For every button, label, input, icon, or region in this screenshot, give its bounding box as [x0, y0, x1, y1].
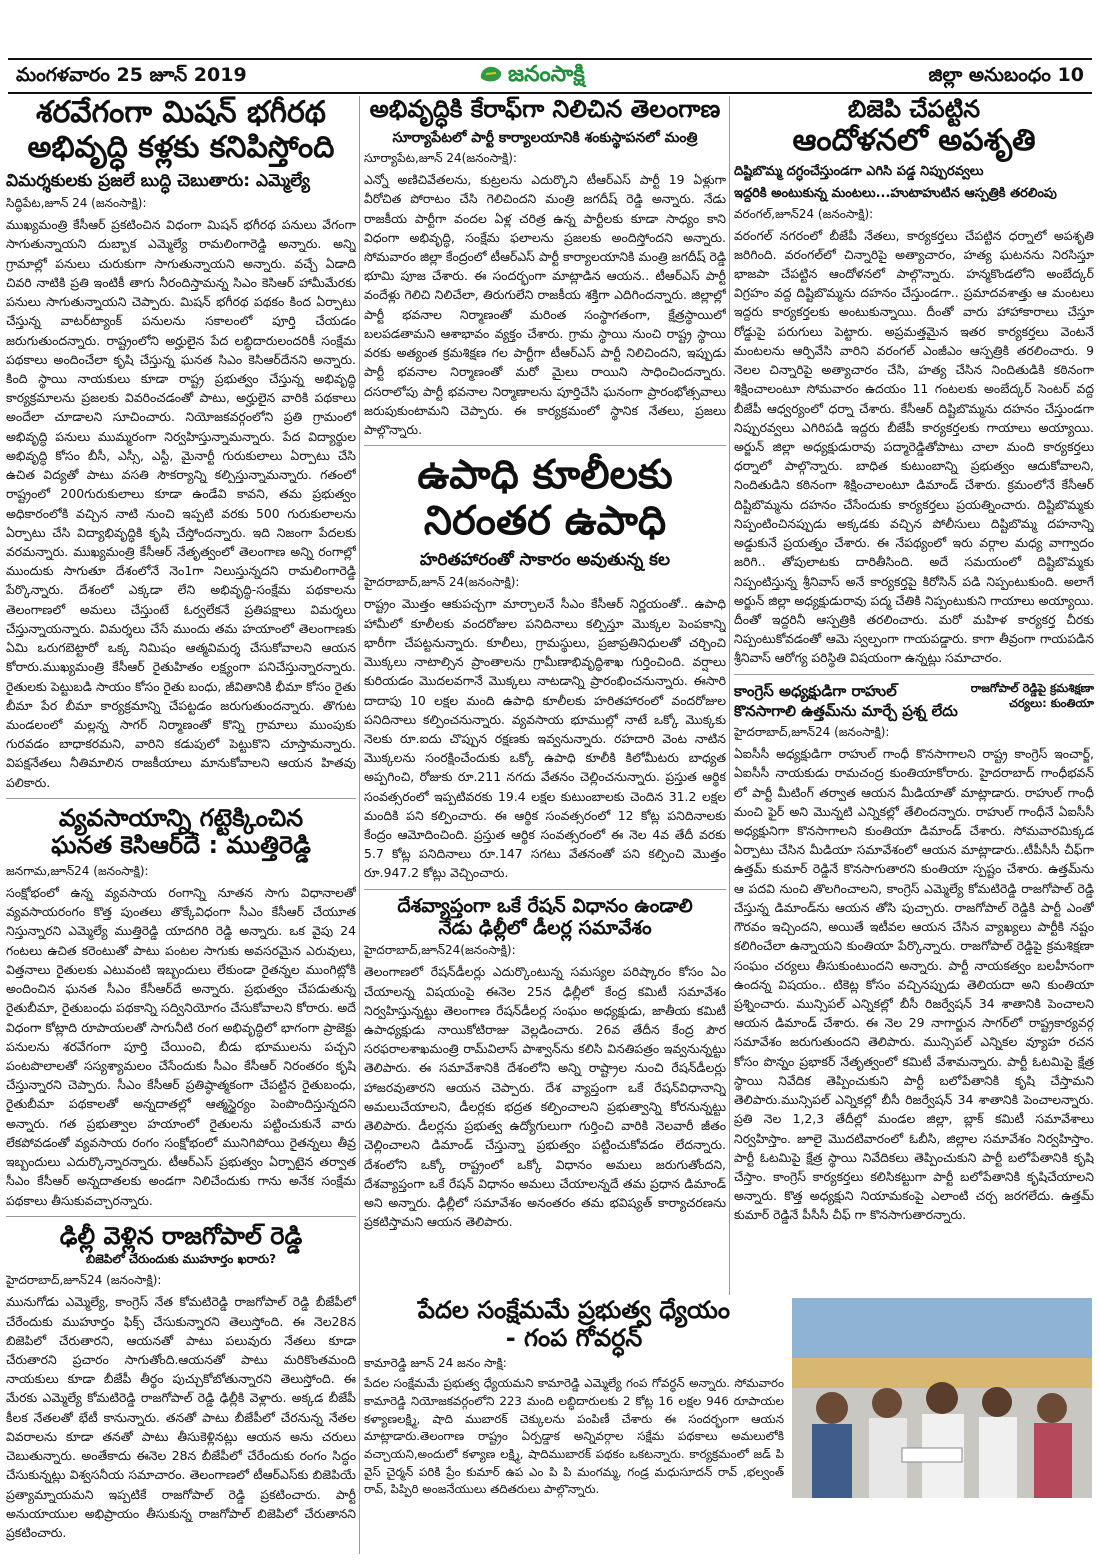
subheadline: దిష్టిబొమ్మ దగ్ధంచేస్తుండగా ఎగిసి పడ్డ నిప్పురవ్వలు: [734, 164, 984, 180]
dateline: సిద్ధిపేట,జూన్ 24 (జనంసాక్షి):: [6, 196, 147, 211]
issue-date: మంగళవారం 25 జూన్ 2019: [16, 64, 247, 86]
subheadline: హరితహారంతో సాకారం అవుతున్న కల: [419, 550, 671, 571]
subheadline: బిజెపిలో చేరుందుకు ముహూర్తం ఖరారు?: [85, 1252, 277, 1267]
headline: వ్యవసాయాన్ని గట్టెక్కించిన: [58, 803, 304, 832]
headline: అభివృద్ధికి కేరాఫ్‌గా నిలిచిన తెలంగాణ: [369, 96, 721, 123]
headline: బిజెపి చేపట్టిన: [847, 96, 981, 123]
article-body: వరంగల్ నగరంలో బీజేపీ నేతలు, కార్యకర్తలు చేపట్టిన ధర్నాలో అపశృతి జరిగింది. వరంగల్‌లో చిన్నారిపై అత్యాచారం, హత్య ఘటనను నిరసిస్తూ భాజపా చేపట్టిన ఆందోళనలో పాల్గొన్నారు. హన్మకొండలోని అంబేద్కర్ విగ్రహం వద్ద దిష్టిబొమ్మను దహనం చేస్తుండగా.. ప్రమాదవశాత్తు ఆ మంటలు ఇద్దరు కార్యకర్తలకు అంటుకున్నాయి. దీంతో వారు హాహాకారాలు చేస్తూ రోడ్డుపై పరుగులు పెట్టారు. అప్రమత్తమైన ఇతర కార్యకర్తలు వెంటనే మంటలను ఆర్పివేసి వారిని వరంగల్ ఎంజీఎం ఆస్పత్రికి తరలించారు. 9 నెలల చిన్నారిపై అత్యాచారం చేసి, హత్య చేసిన నిందితుడికి కఠినంగా శిక్షించాలంటూ సోమవారం ఉదయం 11 గంటలకు అంబేద్కర్ సెంటర్ వద్ద బీజేపీ ఆధ్వర్యంలో ధర్నా చేశారు. కేసీఆర్ దిష్టిబొమ్మను దహనం చేస్తుండగా నిప్పురవ్వలు ఎగిరిపడి ఇద్దరు బీజేపీ కార్యకర్తలకు గాయాలు అయ్యాయి. అర్జున్ జిల్లా అధ్యక్షుడురావు పద్మారెడ్డితోపాటు చాలా మంది కార్యకర్తలు ధర్నాలో పాల్గొన్నారు. బాధిత కుటుంబాన్ని ప్రభుత్వం ఆదుకోవాలని, నిందితుడిని కఠినంగా శిక్షించాలంటూ డిమాండ్ చేశారు. క్రమంలోనే కేసీఆర్ దిష్టిబొమ్మను దహనం చేసేందుకు కార్యకర్తలు ప్రయత్నించారు. దిష్టిబొమ్మకు నిప్పంటించినప్పుడు అక్కడకు వచ్చిన పోలీసులు దిష్టిబొమ్మ దహనాన్ని అడ్డుకునే ప్రయత్నం చేశారు. ఈ నేపథ్యంలో ఇరు వర్గాల మధ్య వాగ్వాదం జరిగి.. తోపులాటకు దారితీసింది. అదే సమయంలో దిష్టిబొమ్మకు నిప్పంటిస్తున్న శ్రీనివాస్ అనే కార్యకర్తపై కిరోసిన్ పడి నిప్పంటుకుంది. అలాగే అర్జున్ జిల్లా అధ్యక్షుడురావు పద్మ చేతికి నిప్పంటుకుని గాయాలు అయ్యాయి. దీంతో ఇద్దరినీ ఆస్పత్రికి తరలించారు. మరో మహిళ కార్యకర్త చీరకు నిప్పంటుకోవడంతో ఆమె స్వల్పంగా గాయపడ్డారు. కాగా తీవ్రంగా గాయపడిన శ్రీనివాస్ ఆరోగ్య పరిస్థితి విషయంగా ఉన్నట్లు సమాచారం.: [734, 227, 1094, 666]
dateline: హైదరాబాద్,జూన్24 (జనంసాక్షి):: [6, 1273, 162, 1288]
dateline: కామారెడ్డి జూన్ 24 జనం సాక్షి:: [364, 1356, 507, 1371]
headline: ఉపాధి కూలీలకు: [417, 452, 673, 499]
divider: [6, 798, 356, 799]
article-body: ముఖ్యమంత్రి కేసీఆర్ ప్రకటించిన విధంగా మిషన్ భగీరథ పనులు వేగంగా సాగుతున్నాయని దుబ్బాక ఎమ్మెల్యే రామలింగారెడ్డి అన్నారు. అన్ని గ్రామాల్లో పనులు చురుకుగా సాగుతున్నాయని అన్నారు. వచ్చే ఏడాది చివరి నాటికి ప్రతి ఇంటికీ తాగు నీరందిస్తామన్న సిఎం కెసిఆర్ హామీమేరకు పనులు సాగుతున్నాయని చెప్పారు. మిషన్ భగీరథ పథకం కింద ఏర్పాటు చేస్తున్న వాటర్‌ట్యాంక్ పనులను సకాలంలో పూర్తి చేయడం జరుగుతుందన్నారు. రాష్ట్రంలోని అర్హులైన పేద లబ్ధిదారులందరికీ సంక్షేమ పథకాలు అందించేలా కృషి చేస్తున్న ఘనత సిఎం కెసిఆర్‌దేనని అన్నారు. కింది స్థాయి నాయకులు కూడా రాష్ట్ర ప్రభుత్వం చేస్తున్న అభివృద్ధి కార్యక్రమాలను ప్రజలకు వివరించడంతో పాటు, అర్హులైన వారికి పథకాలు అందేలా చూడాలని సూచించారు. నియోజకవర్గంలోని ప్రతి గ్రామంలో అభివృద్ధి పనులు ముమ్మరంగా నిర్వహిస్తున్నామన్నారు. పేద విద్యార్థుల అభివృద్ధి కోసం బీసీ, ఎస్సీ, ఎస్టీ, మైనార్టీ గురుకులాలు ఏర్పాటు చేసి ఉచిత విద్యతో పాటు వసతి సౌకర్యాన్ని కల్పిస్తున్నామన్నారు. గతంలో రాష్ట్రంలో 200గురుకులాలు కూడా ఉండేవి కావని, తమ ప్రభుత్వం అధికారంలోకి వచ్చిన నాటి నుంచి ఇప్పటి వరకు 500 గురుకులాలను ఏర్పాటు చేసి విద్యాభివృద్ధికి కృషి చేస్తోందన్నారు. ఇది నిజంగా పేదలకు వరమన్నారు. ముఖ్యమంత్రి కేసీఆర్ నేతృత్వంలో తెలంగాణ అన్ని రంగాల్లో ముందుకు సాగుతూ దేశంలోనే నెం1గా నిలుస్తున్నదని రామలింగారెడ్డి పేర్కొన్నారు. దేశంలో ఎక్కడా లేని అభివృద్ధి-సంక్షేమ పథకాలను తెలంగాణలో అమలు చేస్తుంటే ఓర్వలేకనే ప్రతిపక్షాలు విమర్శలు చేస్తున్నాయన్నారు. విమర్శలు చేసే ముందు తమ హయాంలో తెలంగాణకు ఏమి ఒరుగబెట్టారో ఒక్క నిమిషం ఆత్మవిమర్శ చేసుకోవాలని ఆయన కోరారు.ముఖ్యమంత్రి కేసీఆర్ రైతుహితం లక్ష్యంగా పనిచేస్తున్నారన్నారు. రైతులకు పెట్టుబడి సాయం కోసం రైతు బంధు, జీవితానికి భీమా కోసం రైతు బీమా పేర బీమా కార్యక్రమాన్ని చేపట్టడం జరుగుతుందన్నారు. తొగుట మండలంలో మల్లన్న సాగర్ నిర్మాణంతో కొన్ని గ్రామాలు ముంపుకు గురవడం బాధాకరమని, వారిని కడుపులో పెట్టుకొని చూస్తామన్నారు. విపక్షనేతలు నీతిమాలిన రాజకీయాలు మానుకోవాలని ఆయన హితవు పలికారు.: [6, 217, 356, 790]
article-body: ఎన్నో అణిచివేతలను, కుట్రలను ఎదుర్కొని టీఆర్ఎస్ పార్టీ 19 ఏళ్లుగా వీరోచిత పోరాటం చేసి గెలిచిందని మంత్రి జగదీష్ రెడ్డి అన్నారు. నేడు రాజకీయ పార్టీగా వందల ఏళ్ల చరిత్ర ఉన్న పార్టీలకు కూడా సాధ్యం కాని విధంగా అభివృద్ధి, సంక్షేమ ఫలాలను ప్రజలకు అందిస్తోందని అన్నారు. సోమవారం జిల్లా కేంద్రంలో టీఆర్ఎస్ పార్టీ కార్యాలయానికి మంత్రి జగదీష్ రెడ్డి భూమి పూజ చేశారు. ఈ సందర్భంగా మాట్లాడిన ఆయన.. టీఆర్ఎస్ పార్టీ వందేళ్లు గెలిచి నిలిచేలా, తిరుగులేని రాజకీయ శక్తిగా ఎదిగిందన్నారు. జిల్లాల్లో పార్టీ భవనాల నిర్మాణంతో మరింత సంస్థాగతంగా, క్షేత్రస్థాయిలో బలపడతామని ఆశాభావం వ్యక్తం చేశారు. గ్రామ స్థాయి నుంచి రాష్ట్ర స్థాయి వరకు అత్యంత క్రమశిక్షణ గల పార్టీగా టీఆర్ఎస్ పార్టీ నిలిచిందని, ఇప్పుడు పార్టీ భవనాల నిర్మాణంతో మరో మైలు రాయిని సాధించిందన్నారు. దసరాలోపు పార్టీ భవనాల నిర్మాణాలను పూర్తిచేసి ఘనంగా ప్రారంభోత్సవాలు జరుపుకుంటామని చెప్పారు. ఈ కార్యక్రమంలో స్థానిక నేతలు, ప్రజలు పాల్గొన్నారు.: [364, 172, 726, 437]
newspaper-logo-text: జనంసాక్షి: [508, 62, 585, 87]
article-body: సంక్షోభంలో ఉన్న వ్యవసాయ రంగాన్ని నూతన సాగు విధానాలతో వ్యవసాయరంగం కొత్త పుంతలు తొక్కేవిధంగా సీఎం కేసీఆర్ చేయూత నిస్తున్నారని ఎమ్మెల్యే ముత్తిరెడ్డి యాదగిరి రెడ్డి అన్నారు. ఒక వైపు 24 గంటలు ఉచిత కరెంటుతో పాటు పంటల సాగుకు అవసరమైన ఎరువులు, విత్తనాలు రైతులకు ఎటువంటి ఇబ్బందులు లేకుండా రైతన్నల ముంగిట్లోకి అందించిన ఘనత సీఎం కేసీఆర్‌దే అన్నారు. ప్రభుత్వం చేపడుతున్న రైతుబీమా, రైతుబంధు పథకాన్ని సద్వినియోగం చేసుకోవాలని కోరారు. అదే విధంగా కోట్లాది రూపాయలతో సాగునీటి రంగ అభివృద్ధిలో భాగంగా ప్రాజెక్టు పనులను శరవేగంగా పూర్తి చేయించి, బీడు భూములను పచ్చని పంటపొలాలతో సస్యశ్యామలం చేసేందుకు సీఎం కేసీఆర్ నిరంతరం కృషి చేస్తున్నారని చెప్పారు. సీఎం కేసీఆర్ ప్రతిష్ఠాత్మకంగా చేపట్టిన రైతుబంధు, రైతుబీమా పథకాలతో అన్నదాతల్లో ఆత్మస్థైర్యం పెంపొందిస్తున్నదని అన్నారు. గత ప్రభుత్వాల హయాంలో రైతులను పట్టించుకునే వారు లేకపోవడంతో వ్యవసాయ రంగం సంక్షోభంలో మునిగిపోయి రైతన్నలు తీవ్ర ఇబ్బందులు ఎదుర్కొన్నారన్నారు. టీఆర్ఎస్ ప్రభుత్వం ఏర్పాటైన తర్వాత సీఎం కేసీఆర్ అన్నదాతలకు అండగా నిలిచేందుకు గాను అనేక సంక్షేమ పథకాలు తీసుకువచ్చారన్నారు.: [6, 885, 356, 1208]
headline: నేడు ఢిల్లీలో డీలర్ల సమావేశం: [438, 916, 652, 939]
headline: అభివృద్ధి కళ్లకు కనిపిస్తోంది: [27, 129, 335, 165]
headline: ఢిల్లీ వెళ్లిన రాజగోపాల్ రెడ్డి: [59, 1221, 303, 1250]
article-body: పేదల సంక్షేమమే ప్రభుత్వ ధ్యేయమని కామారెడ్డి ఎమ్మెల్యే గంప గోవర్ధన్ అన్నారు. సోమవారం కామారెడ్డి నియోజకవర్గంలోని 223 మంది లబ్ధిదారులకు 2 కోట్ల 16 లక్షల 946 రూపాయల కళ్యాణలక్ష్మి, షాది ముబారక్ చెక్కులను పంపిణీ చేశారు ఈ సందర్భంగా ఆయన మాట్లాడారు.తెలంగాణ రాష్ట్రం ఏర్పడ్డాక అన్నివర్గాల సక్షేమ పథకాలు అమలులోకి వచ్చాయని,అందులో కళ్యాణ లక్ష్మి, షాదిముబారక్ పథకం ఒకటన్నారు. కార్యక్రమంలో జడ్ పి వైస్ చైర్మన్ పరికి ప్రేం కుమార్ ఉప ఎం పి పి మంగమ్మ, గండ్ర మధుసూదన్ రావ్ ,భల్వంత్ రావ్, పిప్పిరి అంజనేయులు తదితరులు పాల్గొన్నారు.: [364, 1376, 784, 1497]
column-left: [6, 96, 356, 1554]
news-photo: [792, 1298, 1092, 1498]
subheadline: సూర్యాపేటలో పార్టీ కార్యాలయానికి శంకుస్థాపనలో మంత్రి: [392, 129, 698, 146]
subheadline-row: [734, 681, 1094, 722]
divider: [6, 1216, 356, 1217]
divider: [364, 889, 726, 890]
article-mission-bhagiratha: [6, 96, 356, 792]
article-bjp-protest: [734, 96, 1094, 668]
article-ration-dealers: [364, 896, 726, 1232]
headline: ఆందోళనలో అపశృతి: [792, 122, 1036, 158]
divider: [734, 674, 1094, 675]
article-muthireddy: [6, 805, 356, 1210]
photo-cheque-distribution-icon: [792, 1298, 1092, 1498]
telangana-map-icon: [478, 64, 504, 84]
headline: - గంప గోవర్ధన్: [505, 1323, 643, 1352]
divider: [364, 445, 726, 446]
headline: నిరంతర ఉపాధి: [423, 498, 667, 545]
dateline: వరంగల్,జూన్24 (జనంసాక్షి):: [734, 206, 874, 221]
article-body: ఏఐసీసీ అధ్యక్షుడిగా రాహుల్ గాంధీ కొనసాగాలని రాష్ట్ర కాంగ్రెస్ ఇంచార్జ్, ఏఐసీసీ నాయకుడు రామచంద్ర కుంతియాకోరారు. హైదరాబాద్ గాంధీభవన్ లో పార్టీ మీటింగ్ తర్వాత ఆయన మీడియాతో మాట్లాడారు. రాహుల్ గాంధీ మంచి ఫైర్ అని మొన్నటి ఎన్నికల్లో తేలిందన్నారు. రాహుల్ గాంధీనే ఏఐసీసీ అధ్యక్షునిగా కొనసాగాలని కుంతియా డిమాండ్ చేశారు. సోమవారమిక్కడ ఏర్పాటు చేసిన మీడియా సమావేశంలో ఆయన మాట్లాడారు..టీపీసీసీ చీఫ్‌గా ఉత్తమ్ కుమార్ రెడ్డినే కొనసాగుతారని కుంతియా స్పష్టం చేశారు. ఉత్తమ్‌ను ఆ పదవి నుంచి తొలగించాలని, కాంగ్రెస్ ఎమ్మెల్యే కోమటిరెడ్డి రాజగోపాల్ రెడ్డి చేస్తున్న డిమాండ్‌ను ఆయన తోసి పుచ్చారు. రాజగోపాల్ రెడ్డికి పార్టీ ఎంతో గౌరవం ఇచ్చిందని, అయితే ఇటీవల ఆయన చేసిన వ్యాఖ్యలు పార్టీకి నష్టం కలిగించేలా ఉన్నాయని కుంతియా పేర్కొన్నారు. రాజగోపాల్ రెడ్డిపై క్రమశిక్షణా సంఘం చర్యలు తీసుకుంటుందని అన్నారు. పార్టీ నాయకత్వం బలహీనంగా ఉందన్న విషయం.. టికెట్ల కోసం వచ్చినప్పుడు తెలియదా అని కుంతియా ప్రశ్నించారు. మున్సిపల్ ఎన్నికల్లో బీసీ రిజర్వేషన్ 34 శాతానికి పెంచాలని ఆయన డిమాండ్ చేశారు. ఈ నెల 29 నాగార్జున సాగర్‌లో రాష్ట్రకార్యవర్గ సమావేశం జరుగుతుందని తెలిపారు. మున్సిపల్ ఎన్నికల వ్యూహ రచన కోసం పొన్నం ప్రభాకర్ నేతృత్వంలో కమిటీ వేశామన్నారు. పార్టీ ఓటమిపై క్షేత్ర స్థాయి నివేదిక తెప్పించుకుని పార్టీ బలోపేతానికి కృషి చేస్తామని తెలిపారు.మున్సిపల్ ఎన్నికల్లో బీసీ రిజర్వేషన్ 34 శాతానికి పెంచాలన్నారు. ప్రతి నెల 1,2,3 తేదీల్లో మండల జిల్లా, బ్లాక్ కమిటీ సమావేశాలు నిర్వహిస్తాం. జూలై మొదటివారంలో ఓబీసి, జిల్లాల సమావేశం నిర్వహిస్తాం. పార్టీ ఓటమిపై క్షేత్ర స్థాయి నివేదికలు తెప్పించుకుని పార్టీ బలోపేతానికి కృషి చేస్తాం. కాంగ్రెస్ కార్యకర్తలు కలిసికట్టుగా పార్టీ బలోపేతానికి కృషిచేయాలని అన్నారు. కొత్త అధ్యక్షుని నియామకంపై ఎలాంటి చర్చ జరగలేదు. ఉత్తమ్ కుమార్ రెడ్డినే పీసీసీ చీఫ్ గా కొనసాగుతారన్నారు.: [734, 746, 1094, 1223]
article-rajagopal-delhi: [6, 1223, 356, 1542]
column-divider: [359, 96, 360, 1554]
dateline: హైదరాబాద్,జూన్ 24(జనంసాక్షి):: [364, 575, 520, 590]
section-page-label: జిల్లా అనుబంధం 10: [928, 64, 1084, 86]
dateline: జనగామ,జూన్24 (జనంసాక్షి):: [6, 864, 149, 878]
newspaper-logo: [478, 62, 585, 92]
headline: ఘనత కెసిఆర్‌దే : ముత్తిరెడ్డి: [51, 831, 311, 860]
article-gampa-govardhan: [364, 1295, 784, 1555]
masthead: [8, 58, 1092, 94]
subheadline: ఇద్దరికి అంటుకున్న మంటలు...హుటాహుటిన ఆస్పత్రికి తరలింపు: [734, 186, 1057, 202]
dateline: సూర్యాపేట,జూన్ 24(జనంసాక్షి):: [364, 151, 517, 166]
article-congress-kuntia: [734, 681, 1094, 1225]
subheadline: కాంగ్రెస్ అధ్యక్షుడిగా రాహుల్ కొనసాగాలి ఉత్తమ్‌ను మార్చే ప్రశ్న లేదు: [734, 681, 958, 720]
subheadline: విమర్శకులకు ప్రజలే బుద్ధి చెబుతారు: ఎమ్మెల్యే: [6, 171, 310, 191]
headline: శరవేగంగా మిషన్ భగీరథ: [36, 96, 326, 130]
subheadline: రాజగోపాల్ రెడ్డిపై క్రమశిక్షణా చర్యలు: కుంతియా: [970, 680, 1094, 710]
article-telangana-development: [364, 96, 726, 439]
dateline: హైదరాబాద్,జూన్24(జనంసాక్షి):: [364, 943, 516, 958]
article-body: రాష్ట్రం మొత్తం ఆకుపచ్చగా మార్చాలనే సీఎం కేసీఆర్ నిర్ణయంతో.. ఉపాధి హామీలో కూలీలకు వందరోజుల పనిదినాలు కల్పిస్తూ మొక్కల పెంపకాన్ని భారీగా చేపట్టనున్నారు. కూలీలు, గ్రామస్థులు, ప్రజాప్రతినిధులతో చర్చించి మొక్కలు నాటాల్సిన ప్రాంతాలను గ్రామీణాభివృద్ధిశాఖ గుర్తించింది. వర్షాలు కురియడం మొదలవగానే మొక్కలు నాటడాన్ని ప్రారంభించనున్నారు. ఈసారి దాదాపు 10 లక్షల మంది ఉపాధి కూలీలకు హరితహారంలో వందరోజుల పనిదినాలు కల్పించనున్నారు. వ్యవసాయ భూముల్లో నాటే ఒక్కో మొక్కకు నెలకు రూ.ఐదు చొప్పున రక్షణకు ఇవ్వనున్నారు. రహదారి వెంట నాటిన మొక్కలను సంరక్షించేందుకు ఒక్కో ఉపాధి కూలీకి కిలోమీటరు బాధ్యత అప్పగించి, రోజుకు రూ.211 నగదు వేతనం చెల్లించనున్నారు. ప్రస్తుత ఆర్థిక సంవత్సరంలో ఇప్పటివరకు 19.4 లక్షల కుటుంబాలకు చెందిన 31.2 లక్షల మందికి పని కల్పించారు. ఈ ఆర్థిక సంవత్సరంలో 12 కోట్ల పనిదినాలకు కేంద్రం ఆమోదించింది. ప్రస్తుత ఆర్థిక సంవత్సరంలో ఈ నెల 4వ తేదీ వరకు 5.7 కోట్ల పనిదినాలు రూ.147 సగటు వేతనంతో పని కల్పించి మొత్తం రూ.947.2 కోట్లు వెచ్చించారు.: [364, 596, 726, 881]
dateline: హైదరాబాద్,జూన్24 (జనంసాక్షి):: [734, 725, 890, 740]
headline: దేశవ్యాప్తంగా ఒకే రేషన్ విధానం ఉండాలి: [397, 894, 693, 917]
article-upadhi-workers: [364, 452, 726, 883]
headline: పేదల సంక్షేమమే ప్రభుత్వ ధ్యేయం: [417, 1296, 731, 1324]
article-body: మునుగోడు ఎమ్మెల్యే, కాంగ్రెస్ నేత కోమటిరెడ్డి రాజగోపాల్ రెడ్డి బీజేపీలో చేరేందుకు ముహూర్తం ఫిక్స్ చేసుకున్నారని తెలుస్తోంది. ఈ నెల28న బిజెపిలో చేరుతారని, ఆయనతో పాటు పలువురు నేతలు కూడా చేరుతారని ప్రచారం సాగుతోంది.ఆయనతో పాటు మరికొంతమంది నాయకులు కూడా బీజేపీ తీర్థం పుచ్చుకోబోతున్నారని తెలుస్తోంది. ఈ మేరకు ఎమ్మెల్యే కోమటిరెడ్డి రాజగోపాల్ రెడ్డి ఢిల్లీకి వెళ్లారు. అక్కడ బీజేపీ కీలక నేతలతో భేటీ కానున్నారు. తనతో పాటు బీజేపీలో చేరనున్న నేతల వివరాలను కూడా తనతో పాటు తీసుకెళ్లినట్లు ఆయన అను చరులు చెబుతున్నారు. అంతేకాదు ఈనెల 28న బీజేపీలో చేరేందుకు రంగం సిద్ధం చేసుకున్నట్లు విశ్వసనీయ సమాచారం. తెలంగాణలో టీఆర్ఎస్‌కు బిజెపియే ప్రత్యామ్నాయమని ఇప్పటికే రాజగోపాల్ రెడ్డి ప్రకటించారు. పార్టీ అనుయాయుల అభిప్రాయం తీసుకున్న రాజగోపాల్ బిజెపిలో చేరుతానని ప్రకటించారు.: [6, 1294, 356, 1540]
article-body: తెలంగాణలో రేషన్‌డీలర్లు ఎదుర్కొంటున్న సమస్యల పరిష్కారం కోసం ఏం చేయాలన్న విషయంపై ఈనెల 25న ఢిల్లీలో కేంద్ర కమిటీ సమావేశం నిర్వహిస్తున్నట్టు తెలంగాణ రేషన్‌డీలర్ల సంఘం అధ్యక్షుడు, జాతీయ కమిటీ ఉపాధ్యక్షుడు నాయికోటిరాజు వెల్లడించారు. 26వ తేదీన కేంద్ర పౌర సరఫరాలశాఖమంత్రి రామ్‌విలాస్ పాశ్వాన్‌ను కలిసి వినతిపత్రం ఇవ్వనున్నట్టు తెలిపారు. ఈ సమావేశానికి దేశంలోని అన్ని రాష్ట్రాల నుంచి రేషన్‌డీలర్లు హాజరవుతారని ఆయన చెప్పారు. దేశ వ్యాప్తంగా ఒకే రేషన్‌విధానాన్ని అమలుచేయాలని, డీలర్లకు భద్రత కల్పించాలని ప్రభుత్వాన్ని కోరనున్నట్టు తెలిపారు. డీలర్లను ప్రభుత్వ ఉద్యోగులుగా గుర్తించి వారికి నెలవారీ జీతం చెల్లించాలని డిమాండ్ చేస్తున్నా ప్రభుత్వం పట్టించుకోవడం లేదన్నారు. దేశంలోని ఒక్కో రాష్ట్రంలో ఒక్కో విధానం అమలు జరుగుతోందని, దేశవ్యాప్తంగా ఒకే రేషన్ విధానం అమలు చేయాలన్నదే తమ ప్రధాన డిమాండ్ అని అన్నారు. ఢిల్లీలో సమావేశం అనంతరం తమ భవిష్యత్ కార్యాచరణను ప్రకటిస్తామని ఆయన తెలిపారు.: [364, 964, 726, 1230]
